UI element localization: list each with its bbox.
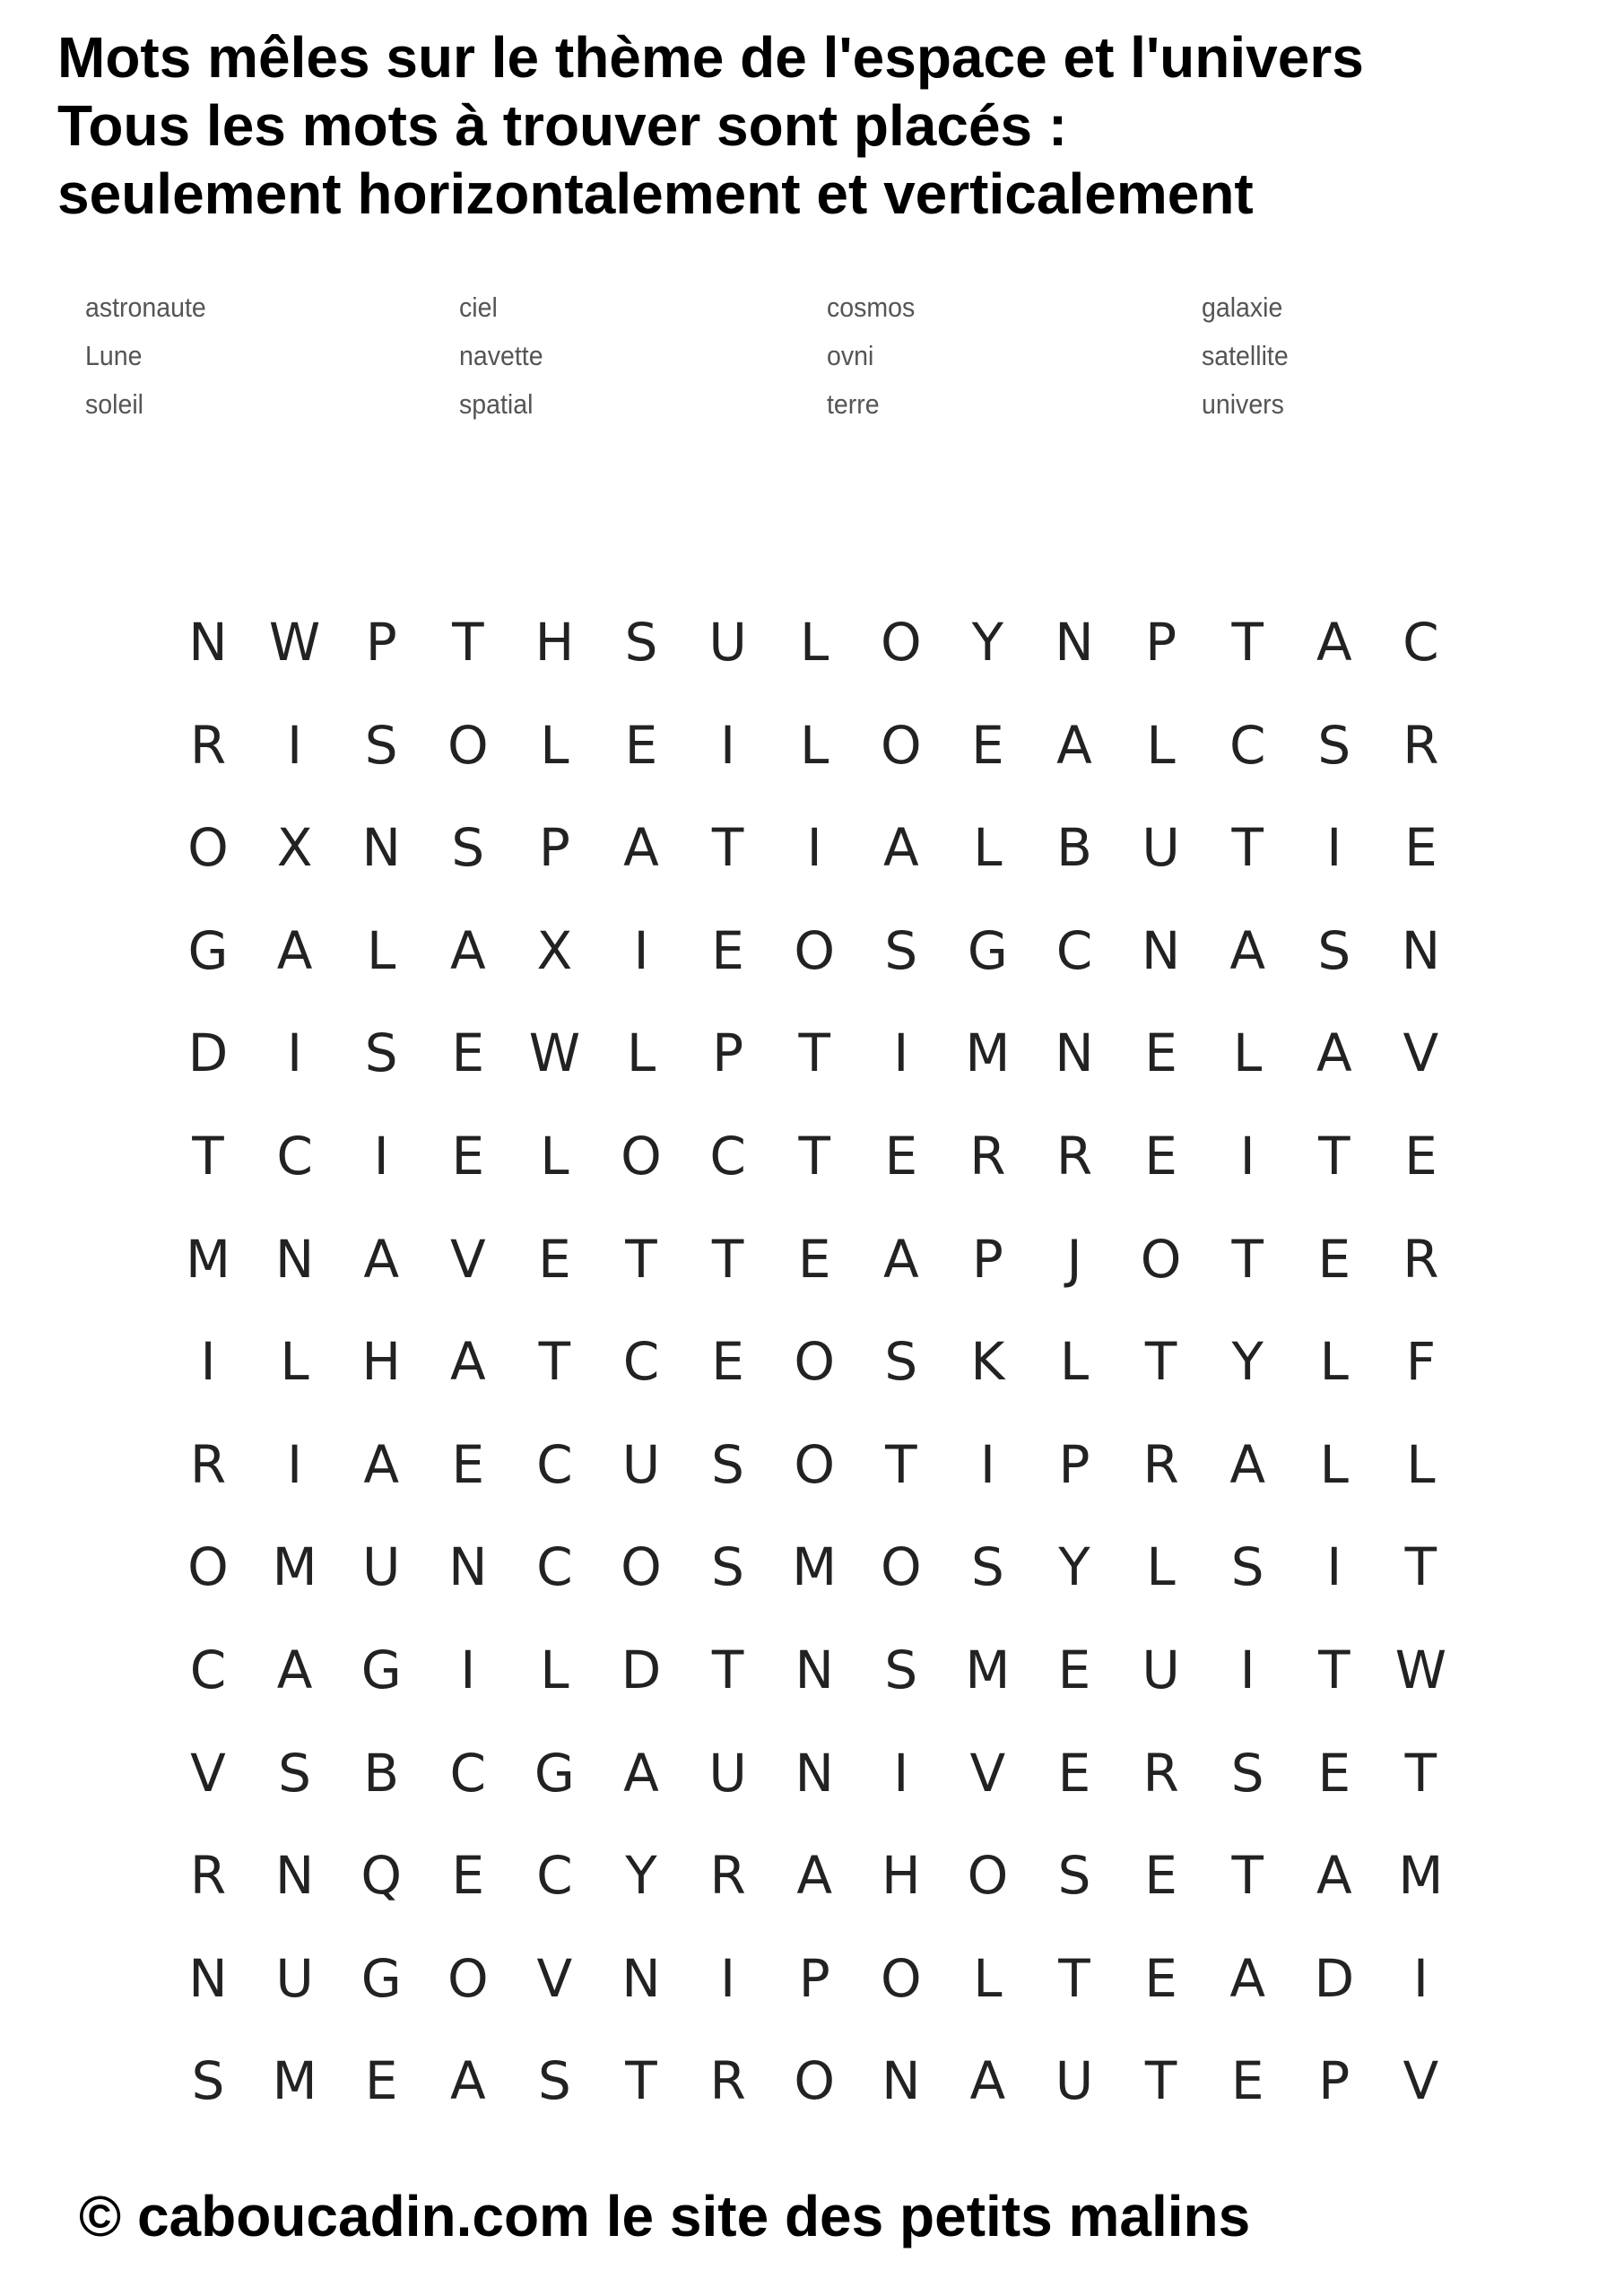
grid-cell: Y — [625, 1845, 657, 1907]
grid-cell: I — [1326, 817, 1342, 879]
grid-cell: L — [1059, 1331, 1090, 1393]
grid-cell: U — [1142, 817, 1180, 879]
grid-cell: D — [621, 1639, 662, 1700]
grid-cell: U — [621, 1433, 661, 1495]
grid-cell: C — [709, 1126, 746, 1187]
grid-cell: E — [1144, 1947, 1177, 2009]
grid-cell: M — [185, 1228, 231, 1290]
grid-cell: T — [798, 1126, 830, 1187]
grid-cell: G — [360, 1947, 402, 2009]
grid-cell: G — [534, 1742, 575, 1804]
grid-cell: N — [1055, 612, 1094, 673]
grid-cell: T — [1318, 1639, 1350, 1700]
grid-cell: A — [882, 817, 919, 879]
grid-cell: A — [1316, 612, 1352, 673]
grid-cell: Q — [360, 1845, 403, 1907]
grid-cell: T — [711, 1639, 744, 1700]
grid-cell: A — [449, 1331, 486, 1393]
grid-cell: S — [364, 714, 398, 776]
grid-cell: U — [361, 1536, 401, 1598]
grid-cell: A — [449, 2050, 486, 2112]
grid-cell: I — [633, 919, 649, 981]
grid-cell: W — [1394, 1639, 1447, 1700]
grid-cell: U — [1055, 2050, 1094, 2112]
grid-cell: L — [367, 919, 396, 981]
grid-cell: E — [1317, 1228, 1351, 1290]
copyright-footer: © caboucadin.com le site des petits malins — [79, 2184, 1251, 2248]
grid-cell: S — [1057, 1845, 1091, 1907]
grid-cell: T — [798, 1022, 830, 1084]
grid-cell: M — [272, 2050, 317, 2112]
grid-cell: S — [884, 919, 918, 981]
grid-cell: R — [1055, 1126, 1093, 1187]
grid-cell: Y — [971, 612, 1004, 673]
grid-cell: A — [796, 1845, 833, 1907]
grid-cell: E — [1230, 2050, 1264, 2112]
grid-cell: S — [1230, 1742, 1264, 1804]
grid-cell: D — [1314, 1947, 1355, 2009]
grid-cell: I — [979, 1433, 995, 1495]
grid-cell: C — [536, 1433, 573, 1495]
grid-cell: P — [712, 1022, 744, 1084]
grid-cell: I — [720, 1947, 736, 2009]
grid-cell: V — [449, 1228, 486, 1290]
grid-cell: T — [538, 1331, 571, 1393]
grid-cell: G — [187, 919, 229, 981]
grid-cell: S — [278, 1742, 311, 1804]
grid-cell: E — [624, 714, 658, 776]
word-list-item: soleil — [85, 388, 144, 420]
grid-cell: A — [623, 1742, 659, 1804]
grid-cell: T — [1144, 1331, 1177, 1393]
grid-cell: E — [538, 1228, 571, 1290]
grid-cell: K — [970, 1331, 1005, 1393]
grid-cell: L — [1319, 1331, 1349, 1393]
grid-cell: R — [1403, 1228, 1439, 1290]
grid-cell: I — [1239, 1639, 1255, 1700]
grid-cell: A — [1229, 919, 1266, 981]
grid-cell: T — [625, 2050, 657, 2112]
grid-cell: H — [361, 1331, 401, 1393]
grid-cell: S — [884, 1639, 918, 1700]
grid-cell: A — [1056, 714, 1092, 776]
grid-cell: H — [881, 1845, 921, 1907]
word-list-item: cosmos — [827, 291, 916, 323]
grid-cell: O — [794, 1331, 836, 1393]
grid-cell: L — [1319, 1433, 1349, 1495]
grid-cell: I — [893, 1022, 909, 1084]
grid-cell: O — [794, 919, 836, 981]
grid-cell: O — [1140, 1228, 1182, 1290]
grid-cell: M — [792, 1536, 838, 1598]
word-list-item: navette — [459, 340, 543, 371]
grid-cell: N — [1141, 919, 1181, 981]
grid-cell: R — [189, 714, 227, 776]
grid-cell: P — [1318, 2050, 1350, 2112]
grid-cell: H — [534, 612, 575, 673]
grid-cell: A — [623, 817, 659, 879]
grid-cell: P — [1145, 612, 1177, 673]
grid-cell: B — [1056, 817, 1092, 879]
grid-cell: S — [970, 1536, 1004, 1598]
grid-cell: O — [880, 1947, 922, 2009]
word-list-item: ciel — [459, 291, 498, 323]
grid-cell: A — [363, 1433, 400, 1495]
grid-cell: A — [449, 919, 486, 981]
grid-cell: U — [708, 1742, 747, 1804]
grid-cell: E — [884, 1126, 918, 1187]
grid-cell: I — [373, 1126, 389, 1187]
grid-cell: A — [1229, 1947, 1266, 2009]
grid-cell: N — [1401, 919, 1441, 981]
grid-cell: O — [447, 1947, 489, 2009]
grid-cell: N — [274, 1845, 315, 1907]
grid-cell: E — [1144, 1022, 1177, 1084]
grid-cell: D — [187, 1022, 229, 1084]
grid-cell: O — [880, 714, 922, 776]
grid-cell: O — [447, 714, 489, 776]
grid-cell: V — [969, 1742, 1006, 1804]
grid-cell: T — [625, 1228, 657, 1290]
grid-cell: Y — [1231, 1331, 1264, 1393]
grid-cell: N — [795, 1639, 834, 1700]
grid-cell: C — [1229, 714, 1266, 776]
grid-cell: L — [800, 714, 829, 776]
grid-cell: T — [1404, 1536, 1437, 1598]
grid-cell: W — [268, 612, 321, 673]
grid-cell: S — [711, 1536, 744, 1598]
grid-cell: N — [448, 1536, 488, 1598]
word-list-item: spatial — [459, 388, 534, 420]
grid-cell: S — [537, 2050, 571, 2112]
word-list-item: Lune — [85, 340, 143, 371]
grid-cell: I — [287, 1433, 303, 1495]
grid-cell: C — [536, 1536, 573, 1598]
grid-cell: I — [1326, 1536, 1342, 1598]
grid-cell: E — [451, 1022, 485, 1084]
grid-cell: C — [536, 1845, 573, 1907]
grid-cell: R — [1142, 1433, 1179, 1495]
grid-cell: A — [276, 919, 313, 981]
grid-cell: U — [708, 612, 747, 673]
grid-cell: O — [880, 1536, 922, 1598]
grid-cell: S — [191, 2050, 225, 2112]
grid-cell: E — [1404, 1126, 1437, 1187]
grid-cell: M — [1398, 1845, 1444, 1907]
grid-cell: O — [621, 1126, 662, 1187]
grid-cell: L — [800, 612, 829, 673]
grid-cell: T — [1318, 1126, 1350, 1187]
grid-cell: A — [882, 1228, 919, 1290]
grid-cell: C — [1055, 919, 1093, 981]
grid-cell: P — [365, 612, 397, 673]
title-line-1: Mots mêles sur le thème de l'espace et l'univers — [57, 25, 1364, 90]
grid-cell: C — [622, 1331, 660, 1393]
grid-cell: E — [1057, 1639, 1091, 1700]
grid-cell: L — [973, 1947, 1003, 2009]
grid-cell: T — [192, 1126, 224, 1187]
grid-cell: N — [361, 817, 401, 879]
grid-cell: N — [1055, 1022, 1094, 1084]
grid-cell: N — [881, 2050, 921, 2112]
grid-cell: L — [540, 714, 569, 776]
grid-cell: E — [1317, 1742, 1351, 1804]
word-list-item: ovni — [827, 340, 874, 371]
word-list-item: univers — [1202, 388, 1284, 420]
grid-cell: E — [451, 1126, 485, 1187]
grid-cell: L — [280, 1331, 309, 1393]
grid-cell: O — [187, 1536, 229, 1598]
grid-cell: L — [540, 1639, 569, 1700]
grid-cell: L — [1146, 1536, 1176, 1598]
grid-cell: A — [1316, 1022, 1352, 1084]
grid-cell: U — [275, 1947, 314, 2009]
grid-cell: L — [1146, 714, 1176, 776]
grid-cell: T — [452, 612, 484, 673]
grid-cell: C — [189, 1639, 227, 1700]
grid-cell: F — [1405, 1331, 1437, 1393]
grid-cell: A — [363, 1228, 400, 1290]
grid-cell: T — [1231, 1845, 1264, 1907]
grid-cell: P — [1058, 1433, 1090, 1495]
grid-cell: L — [540, 1126, 569, 1187]
grid-cell: E — [451, 1433, 485, 1495]
grid-cell: E — [364, 2050, 398, 2112]
grid-cell: E — [1404, 817, 1437, 879]
grid-cell: R — [189, 1433, 227, 1495]
grid-cell: L — [626, 1022, 656, 1084]
grid-cell: V — [190, 1742, 226, 1804]
grid-cell: L — [973, 817, 1003, 879]
grid-cell: I — [460, 1639, 476, 1700]
title-line-3: seulement horizontalement et verticalement — [57, 161, 1254, 226]
grid-cell: R — [709, 1845, 746, 1907]
word-list-item: astronaute — [85, 291, 206, 323]
grid-cell: E — [797, 1228, 831, 1290]
grid-cell: Y — [1058, 1536, 1090, 1598]
grid-cell: N — [795, 1742, 834, 1804]
grid-cell: R — [1403, 714, 1439, 776]
grid-cell: V — [1403, 1022, 1439, 1084]
grid-cell: P — [798, 1947, 830, 2009]
grid-cell: O — [794, 1433, 836, 1495]
grid-cell: I — [287, 1022, 303, 1084]
grid-cell: T — [1231, 817, 1264, 879]
grid-cell: R — [709, 2050, 746, 2112]
grid-cell: J — [1066, 1228, 1082, 1290]
grid-cell: M — [965, 1639, 1011, 1700]
grid-cell: T — [711, 1228, 744, 1290]
grid-cell: S — [624, 612, 658, 673]
grid-cell: E — [711, 919, 744, 981]
title-line-2: Tous les mots à trouver sont placés : — [57, 93, 1068, 158]
grid-cell: E — [711, 1331, 744, 1393]
grid-cell: I — [893, 1742, 909, 1804]
grid-cell: E — [971, 714, 1004, 776]
grid-cell: S — [1230, 1536, 1264, 1598]
grid-cell: R — [1142, 1742, 1179, 1804]
grid-cell: I — [1412, 1947, 1429, 2009]
grid-cell: E — [1144, 1845, 1177, 1907]
grid-cell: P — [971, 1228, 1003, 1290]
grid-cell: T — [1231, 612, 1264, 673]
grid-cell: G — [967, 919, 1008, 981]
grid-cell: C — [276, 1126, 313, 1187]
grid-cell: V — [536, 1947, 573, 2009]
word-list-item: galaxie — [1202, 291, 1283, 323]
grid-cell: A — [276, 1639, 313, 1700]
grid-cell: I — [720, 714, 736, 776]
grid-cell: L — [1233, 1022, 1263, 1084]
grid-cell: O — [880, 612, 922, 673]
grid-cell: A — [1316, 1845, 1352, 1907]
grid-cell: B — [363, 1742, 400, 1804]
grid-cell: S — [711, 1433, 744, 1495]
grid-cell: T — [1404, 1742, 1437, 1804]
grid-cell: O — [187, 817, 229, 879]
word-list-item: satellite — [1202, 340, 1289, 371]
grid-cell: V — [1403, 2050, 1439, 2112]
grid-cell: A — [1229, 1433, 1266, 1495]
grid-cell: X — [536, 919, 573, 981]
word-list-item: terre — [827, 388, 880, 420]
grid-cell: G — [360, 1639, 402, 1700]
grid-cell: R — [189, 1845, 227, 1907]
grid-cell: S — [451, 817, 485, 879]
grid-cell: M — [965, 1022, 1011, 1084]
grid-cell: T — [1144, 2050, 1177, 2112]
grid-cell: O — [967, 1845, 1009, 1907]
grid-cell: N — [621, 1947, 661, 2009]
grid-cell: P — [538, 817, 570, 879]
grid-cell: E — [1057, 1742, 1091, 1804]
grid-cell: T — [1058, 1947, 1090, 2009]
grid-cell: T — [1231, 1228, 1264, 1290]
grid-cell: L — [1406, 1433, 1436, 1495]
grid-cell: O — [794, 2050, 836, 2112]
grid-cell: T — [711, 817, 744, 879]
grid-cell: N — [188, 1947, 228, 2009]
grid-cell: S — [1317, 714, 1351, 776]
grid-cell: C — [449, 1742, 487, 1804]
grid-cell: N — [188, 612, 228, 673]
grid-cell: I — [806, 817, 822, 879]
grid-cell: S — [1317, 919, 1351, 981]
grid-cell: I — [200, 1331, 216, 1393]
grid-cell: E — [1144, 1126, 1177, 1187]
grid-cell: I — [287, 714, 303, 776]
grid-cell: O — [621, 1536, 662, 1598]
grid-cell: A — [969, 2050, 1006, 2112]
grid-cell: E — [451, 1845, 485, 1907]
grid-cell: T — [885, 1433, 917, 1495]
grid-cell: W — [528, 1022, 581, 1084]
grid-cell: N — [274, 1228, 315, 1290]
grid-cell: S — [884, 1331, 918, 1393]
grid-cell: M — [272, 1536, 317, 1598]
grid-cell: I — [1239, 1126, 1255, 1187]
grid-cell: R — [969, 1126, 1006, 1187]
grid-cell: S — [364, 1022, 398, 1084]
grid-cell: C — [1403, 612, 1439, 673]
grid-cell: U — [1142, 1639, 1180, 1700]
grid-cell: X — [276, 817, 313, 879]
